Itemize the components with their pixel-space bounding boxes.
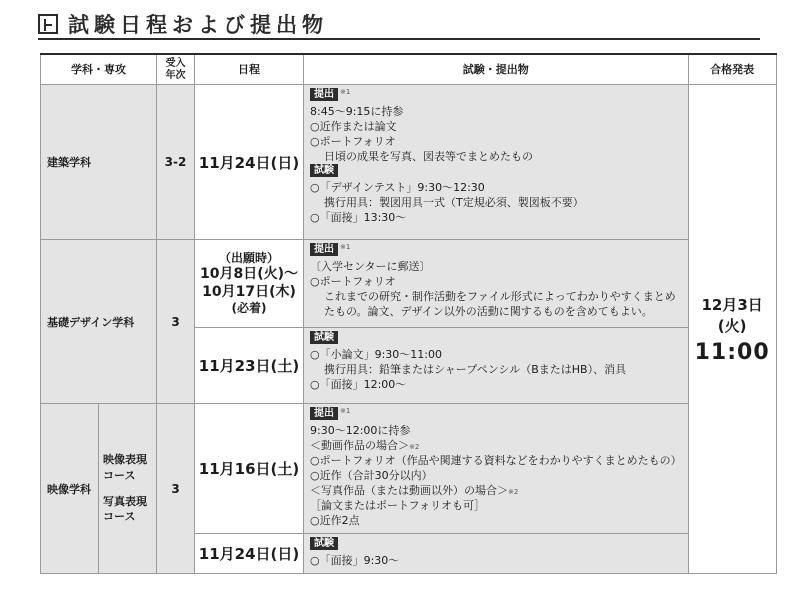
case-heading	[310, 483, 682, 498]
exam-label: 試験	[310, 537, 338, 550]
date-application-end: 10月17日(木)	[202, 283, 296, 300]
dept-architecture: 建築学科	[41, 85, 157, 240]
submit-line: ［論文またはポートフォリオも可］	[310, 499, 486, 512]
header-result: 合格発表	[688, 54, 776, 85]
exam-line: ○「面接」13:30〜	[310, 211, 407, 224]
page-title: 試験日程および提出物	[68, 13, 328, 37]
year-basic-design: 3	[157, 240, 195, 404]
date-film-submit-text: 11月16日(土)	[198, 460, 300, 478]
submit-line: ○ポートフォリオ	[310, 275, 396, 288]
date-application-start: 10月8日(火)〜	[199, 266, 299, 282]
result-date: 12月3日(火)	[701, 295, 763, 335]
date-film-exam	[195, 534, 304, 574]
result-time: 11:00	[694, 339, 770, 365]
year-architecture: 3-2	[157, 85, 195, 240]
exam-label: 試験	[310, 164, 338, 177]
requirements-architecture	[304, 85, 689, 240]
course-line: コース	[103, 510, 136, 524]
exam-line: ○「面接」9:30〜	[310, 554, 400, 567]
submit-label: 提出	[310, 88, 338, 101]
dept-basic-design: 基礎デザイン学科	[41, 240, 157, 404]
submit-line: ○近作または論文	[310, 120, 397, 133]
exam-label-line	[310, 164, 682, 180]
submit-line: 9:30〜12:00に持参	[310, 424, 411, 437]
date-film-submit	[195, 404, 304, 534]
date-basic-design-exam-text: 11月23日(土)	[198, 357, 300, 375]
note-marker: ※1	[340, 88, 351, 96]
result-cell	[688, 85, 776, 574]
header-year	[157, 54, 195, 85]
course-line: 映像表現	[103, 452, 147, 466]
requirements-basic-design-exam	[304, 328, 689, 404]
course-gap	[103, 484, 156, 494]
table-row	[41, 240, 777, 328]
exam-label-line	[310, 331, 682, 347]
note-marker: ※1	[340, 243, 351, 251]
note-marker: ※2	[508, 488, 519, 496]
date-application-note: (必着)	[231, 301, 267, 315]
submit-line: 〔入学センターに郵送〕	[310, 260, 431, 273]
exam-line: ○「面接」12:00〜	[310, 378, 407, 391]
submit-label: 提出	[310, 407, 338, 420]
submit-line: 8:45〜9:15に持参	[310, 105, 404, 118]
exam-label: 試験	[310, 331, 338, 344]
submit-line: ○近作2点	[310, 514, 360, 527]
exam-line: ○「デザインテスト」9:30〜12:30	[310, 181, 485, 194]
submit-detail: これまでの研究・制作活動をファイル形式によってわかりやすくまとめたもの。論文、デザイン以外の活動に関するものを含めてもよい。	[324, 290, 676, 318]
header-dept: 学科・専攻	[41, 54, 157, 85]
submit-label-line	[310, 407, 682, 423]
submit-label: 提出	[310, 243, 338, 256]
exam-line: ○「小論文」9:30〜11:00	[310, 348, 442, 361]
table-row	[41, 85, 777, 240]
submit-line: ○ポートフォリオ（作品や関連する資料などをわかりやすくまとめたもの）	[310, 454, 682, 467]
exam-label-line	[310, 537, 682, 553]
date-application-label: （出願時）	[218, 251, 279, 265]
header-requirements: 試験・提出物	[304, 54, 689, 85]
header-date: 日程	[195, 54, 304, 85]
schedule-table	[40, 53, 777, 574]
submit-detail: 日頃の成果を写真、図表等でまとめたもの	[324, 150, 533, 163]
exam-detail: 携行用具：製図用具一式（T定規必須、製図板不要）	[324, 196, 584, 209]
table-header-row	[41, 54, 777, 85]
date-basic-design-exam	[195, 328, 304, 404]
course-line: コース	[103, 468, 136, 482]
submit-label-line	[310, 243, 682, 259]
date-architecture	[195, 85, 304, 240]
year-film: 3	[157, 404, 195, 574]
note-marker: ※1	[340, 407, 351, 415]
submit-line: ○近作（合計30分以内）	[310, 469, 433, 482]
dept-film: 映像学科	[41, 404, 99, 574]
submit-line: ○ポートフォリオ	[310, 135, 396, 148]
note-marker: ※2	[409, 443, 420, 451]
course-line: 写真表現	[103, 494, 147, 508]
table-row	[41, 404, 777, 534]
section-header	[38, 8, 760, 40]
exam-detail: 携行用具：鉛筆またはシャープペンシル（BまたはHB）、消具	[324, 363, 627, 376]
date-architecture-text: 11月24日(日)	[198, 153, 300, 172]
submit-label-line	[310, 88, 682, 104]
case-photo-text: ＜写真作品（または動画以外）の場合＞	[310, 484, 508, 497]
requirements-basic-design-submit	[304, 240, 689, 328]
date-film-exam-text: 11月24日(日)	[198, 545, 300, 563]
requirements-film-submit	[304, 404, 689, 534]
header-year-text: 受入 年次	[165, 57, 186, 81]
case-video-text: ＜動画作品の場合＞	[310, 439, 409, 452]
case-heading	[310, 438, 682, 453]
courses-film	[99, 404, 157, 574]
section-icon	[38, 14, 58, 34]
requirements-film-exam	[304, 534, 689, 574]
date-basic-design-application	[195, 240, 304, 328]
